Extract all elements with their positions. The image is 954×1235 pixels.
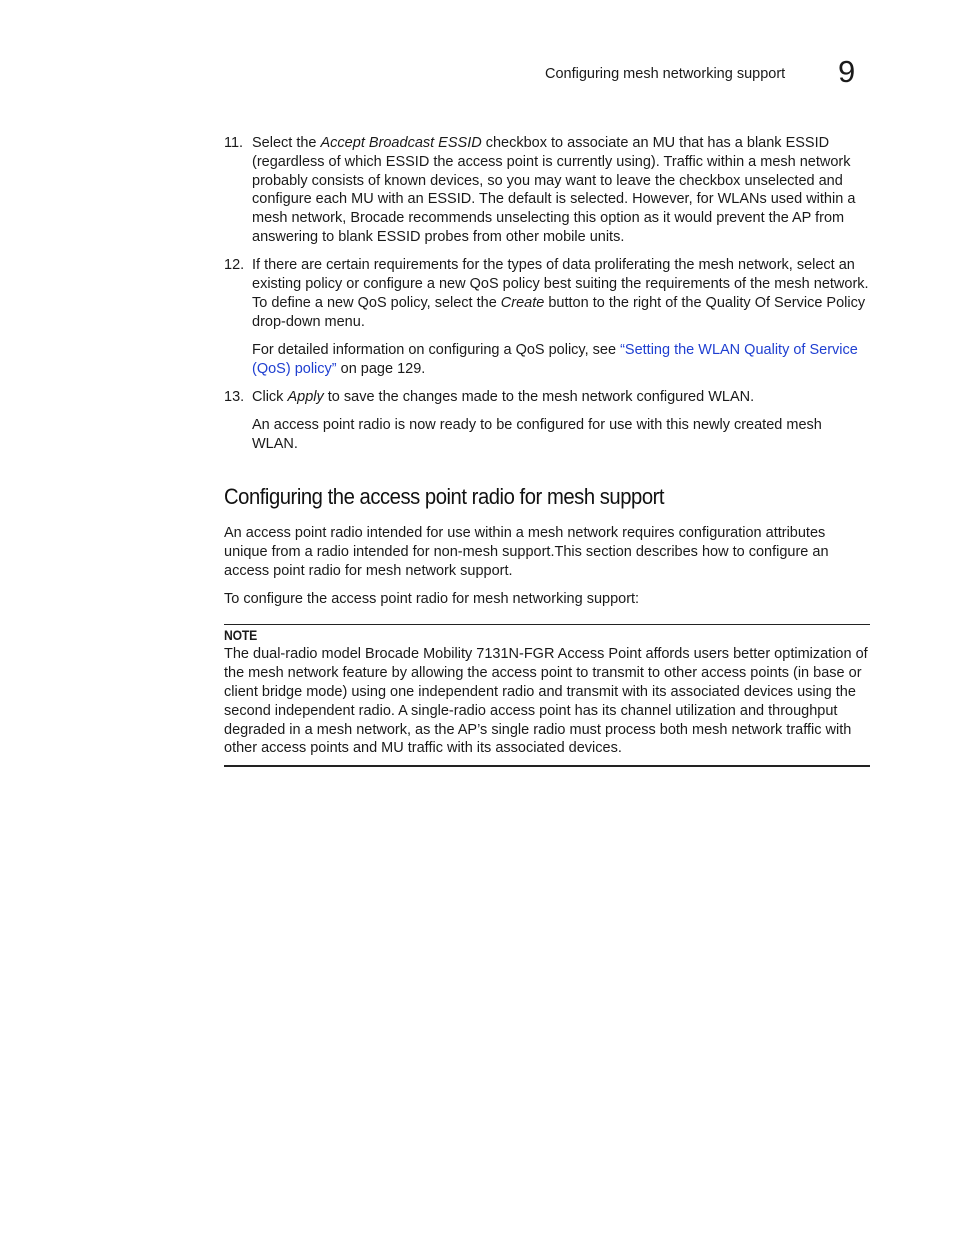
qos-ref-pre: For detailed information on configuring a QoS policy, see: [252, 341, 621, 358]
qos-ref-post: on page 129.: [336, 360, 426, 377]
step-number: 12.: [224, 257, 245, 274]
step-text-post: to save the changes made to the mesh network configured WLAN.: [323, 389, 755, 406]
note-label: NOTE: [224, 627, 258, 643]
step-11: [224, 134, 870, 247]
chapter-number: 9: [838, 54, 856, 89]
qos-policy-link[interactable]: “Setting the WLAN Quality of Service (QoS) policy”: [252, 341, 858, 377]
step-text-pre: If there are certain requirements for the types of data proliferating the mesh network, select an existing policy or configure a new QoS policy best suiting the requirements of the mesh network. To define a new QoS policy, select the: [252, 257, 869, 311]
step-13-followup: An access point radio is now ready to be configured for use with this newly created mesh WLAN.: [252, 417, 822, 453]
note-box: [224, 624, 870, 768]
note-text: The dual-radio model Brocade Mobility 7131N-FGR Access Point affords users better optimization of the mesh network feature by allowing the access point to transmit to other access points (in base or client bridge mode) using one independent radio and transmit with its associated devices using the second independent radio. A single-radio access point has its channel utilization and throughput degraded in a mesh network, as the AP’s single radio must process both mesh network traffic with other access points and MU traffic with its associated devices.: [224, 646, 868, 757]
page-content: [224, 134, 870, 767]
step-13: [224, 388, 870, 407]
page-header: [0, 54, 954, 98]
step-text-emphasis: Apply: [287, 389, 324, 406]
step-number: 11.: [224, 135, 244, 151]
step-text-emphasis: Accept Broadcast ESSID: [320, 135, 482, 151]
qos-reference-paragraph: [252, 341, 870, 379]
step-text-post: button to the right of the Quality Of Service Policy drop-down menu.: [252, 294, 866, 330]
running-head: Configuring mesh networking support: [545, 66, 786, 82]
step-text-post: checkbox to associate an MU that has a blank ESSID (regardless of which ESSID the access point is currently using). Traffic within a mesh network probably consists of known devices, so you may want to leave the checkbox unselected and configure each MU with an ESSID. The default is selected. However, for WLANs used within a mesh network, Brocade recommends unselecting this option as it would prevent the AP from answering to blank ESSID probes from other mobile units.: [252, 135, 856, 245]
section-lead-in: To configure the access point radio for mesh networking support:: [224, 590, 640, 607]
step-12: [224, 256, 870, 331]
step-number: 13.: [224, 389, 245, 406]
section-heading: Configuring the access point radio for mesh support: [224, 483, 665, 509]
step-text-emphasis: Create: [500, 294, 545, 311]
section-intro: An access point radio intended for use within a mesh network requires configuration attributes unique from a radio intended for non-mesh support.This section describes how to configure an access point radio for mesh network support.: [224, 524, 829, 579]
step-text-pre: Select the: [252, 135, 321, 151]
step-text-pre: Click: [252, 389, 288, 406]
